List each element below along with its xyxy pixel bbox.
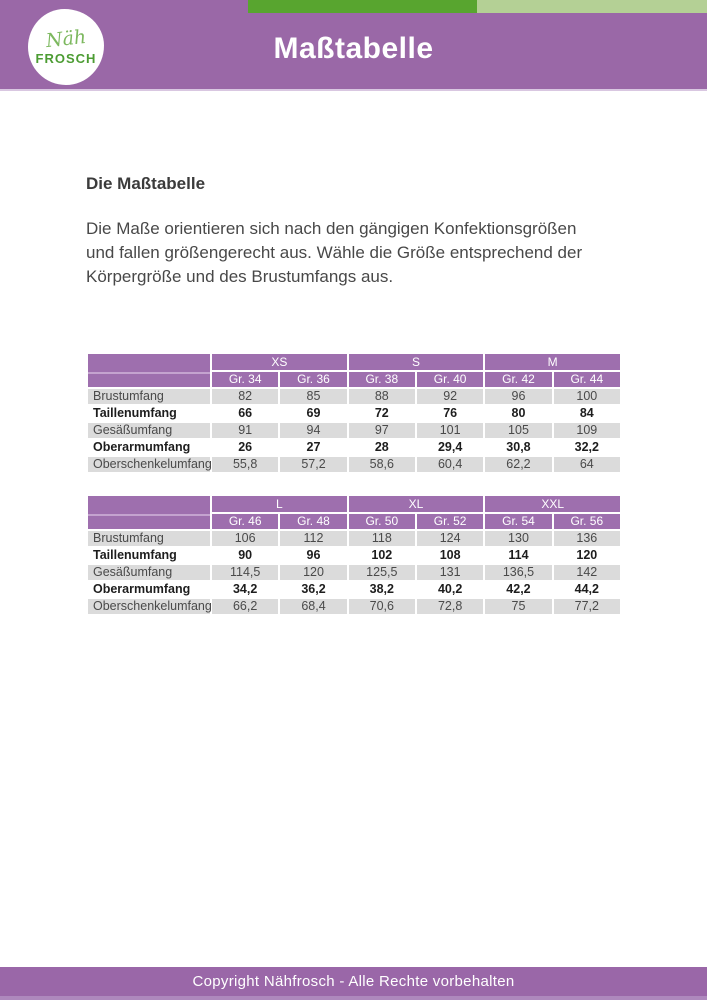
measurement-value: 96	[279, 547, 347, 564]
measurement-value: 108	[416, 547, 484, 564]
measurement-row	[87, 598, 621, 615]
measurement-value: 68,4	[279, 598, 347, 615]
measurement-value: 28	[348, 439, 416, 456]
measurement-value: 102	[348, 547, 416, 564]
measurement-row	[87, 388, 621, 405]
measurement-value: 70,6	[348, 598, 416, 615]
logo-script-text: Näh	[44, 25, 88, 52]
size-column-header: Gr. 42	[484, 371, 552, 388]
measurement-value: 120	[279, 564, 347, 581]
measurement-value: 96	[484, 388, 552, 405]
measurement-value: 55,8	[211, 456, 279, 473]
measurement-value: 38,2	[348, 581, 416, 598]
measurement-value: 42,2	[484, 581, 552, 598]
measurement-value: 105	[484, 422, 552, 439]
measurement-value: 66,2	[211, 598, 279, 615]
measurement-value: 34,2	[211, 581, 279, 598]
measurement-value: 106	[211, 530, 279, 547]
measurement-value: 72	[348, 405, 416, 422]
measurement-value: 30,8	[484, 439, 552, 456]
measurement-value: 69	[279, 405, 347, 422]
measurement-value: 57,2	[279, 456, 347, 473]
measurement-value: 84	[553, 405, 621, 422]
size-column-header: Gr. 54	[484, 513, 552, 530]
measurement-value: 82	[211, 388, 279, 405]
measurement-label: Taillenumfang	[87, 405, 211, 422]
measurement-value: 130	[484, 530, 552, 547]
measurement-value: 125,5	[348, 564, 416, 581]
measurement-value: 62,2	[484, 456, 552, 473]
measurement-label: Gesäßumfang	[87, 564, 211, 581]
measurement-value: 36,2	[279, 581, 347, 598]
measurement-row	[87, 530, 621, 547]
measurement-row	[87, 456, 621, 473]
measurement-label: Oberschenkelumfang	[87, 456, 211, 473]
measurement-label: Taillenumfang	[87, 547, 211, 564]
measurement-row	[87, 581, 621, 598]
size-group-header: XL	[348, 495, 485, 513]
measurement-value: 76	[416, 405, 484, 422]
measurement-row	[87, 564, 621, 581]
measurement-value: 94	[279, 422, 347, 439]
measurement-value: 66	[211, 405, 279, 422]
measurement-value: 29,4	[416, 439, 484, 456]
size-table-xs-s-m	[86, 352, 622, 474]
logo-name-text: FROSCH	[35, 50, 97, 66]
size-group-header: L	[211, 495, 348, 513]
measurement-value: 112	[279, 530, 347, 547]
measurement-value: 136,5	[484, 564, 552, 581]
size-group-header: XS	[211, 353, 348, 371]
size-group-header: S	[348, 353, 485, 371]
size-group-header: M	[484, 353, 621, 371]
measurement-value: 44,2	[553, 581, 621, 598]
measurement-value: 88	[348, 388, 416, 405]
measurement-value: 97	[348, 422, 416, 439]
measurement-value: 114,5	[211, 564, 279, 581]
measurement-value: 77,2	[553, 598, 621, 615]
footer-strip	[0, 996, 707, 1000]
measurement-value: 40,2	[416, 581, 484, 598]
decorative-green-bar	[248, 0, 707, 13]
page-footer	[0, 967, 707, 996]
page-title: Maßtabelle	[273, 32, 434, 65]
size-column-header: Gr. 52	[416, 513, 484, 530]
size-column-header: Gr. 34	[211, 371, 279, 388]
measurement-row	[87, 547, 621, 564]
size-group-header: XXL	[484, 495, 621, 513]
measurement-value: 60,4	[416, 456, 484, 473]
table-corner-cell	[87, 495, 211, 530]
measurement-label: Brustumfang	[87, 388, 211, 405]
measurement-value: 72,8	[416, 598, 484, 615]
size-column-header: Gr. 44	[553, 371, 621, 388]
size-column-header: Gr. 36	[279, 371, 347, 388]
green-bar-dark-segment	[248, 0, 477, 13]
measurement-row	[87, 439, 621, 456]
measurement-value: 85	[279, 388, 347, 405]
measurement-value: 101	[416, 422, 484, 439]
measurement-value: 90	[211, 547, 279, 564]
measurement-label: Oberarmumfang	[87, 439, 211, 456]
measurement-label: Oberschenkelumfang	[87, 598, 211, 615]
size-column-header: Gr. 40	[416, 371, 484, 388]
size-column-header: Gr. 48	[279, 513, 347, 530]
measurement-value: 120	[553, 547, 621, 564]
size-column-header: Gr. 38	[348, 371, 416, 388]
measurement-label: Oberarmumfang	[87, 581, 211, 598]
measurement-value: 75	[484, 598, 552, 615]
green-bar-light-segment	[477, 0, 707, 13]
measurement-value: 124	[416, 530, 484, 547]
measurement-value: 136	[553, 530, 621, 547]
naehfrosch-logo	[28, 9, 104, 85]
table-corner-cell	[87, 353, 211, 388]
size-column-header: Gr. 46	[211, 513, 279, 530]
measurement-value: 32,2	[553, 439, 621, 456]
measurement-row	[87, 422, 621, 439]
measurement-value: 118	[348, 530, 416, 547]
measurement-value: 91	[211, 422, 279, 439]
measurement-value: 58,6	[348, 456, 416, 473]
measurement-value: 142	[553, 564, 621, 581]
measurement-value: 109	[553, 422, 621, 439]
header-underline	[0, 89, 707, 91]
intro-paragraph: Die Maße orientieren sich nach den gängigen Konfektionsgrößen und fallen größengerecht aus. Wähle die Größe entsprechend der Körpergröße und des Brustumfangs aus.	[86, 219, 583, 286]
size-column-header: Gr. 56	[553, 513, 621, 530]
copyright-text: Copyright Nähfrosch - Alle Rechte vorbehalten	[192, 973, 515, 990]
measurement-value: 80	[484, 405, 552, 422]
size-column-header: Gr. 50	[348, 513, 416, 530]
measurement-value: 92	[416, 388, 484, 405]
section-heading: Die Maßtabelle	[86, 174, 206, 193]
page-header	[0, 0, 707, 89]
measurement-value: 64	[553, 456, 621, 473]
measurement-value: 100	[553, 388, 621, 405]
measurement-label: Gesäßumfang	[87, 422, 211, 439]
measurement-value: 27	[279, 439, 347, 456]
size-table-l-xl-xxl	[86, 494, 622, 616]
measurement-label: Brustumfang	[87, 530, 211, 547]
measurement-value: 114	[484, 547, 552, 564]
measurement-value: 131	[416, 564, 484, 581]
measurement-row	[87, 405, 621, 422]
measurement-value: 26	[211, 439, 279, 456]
